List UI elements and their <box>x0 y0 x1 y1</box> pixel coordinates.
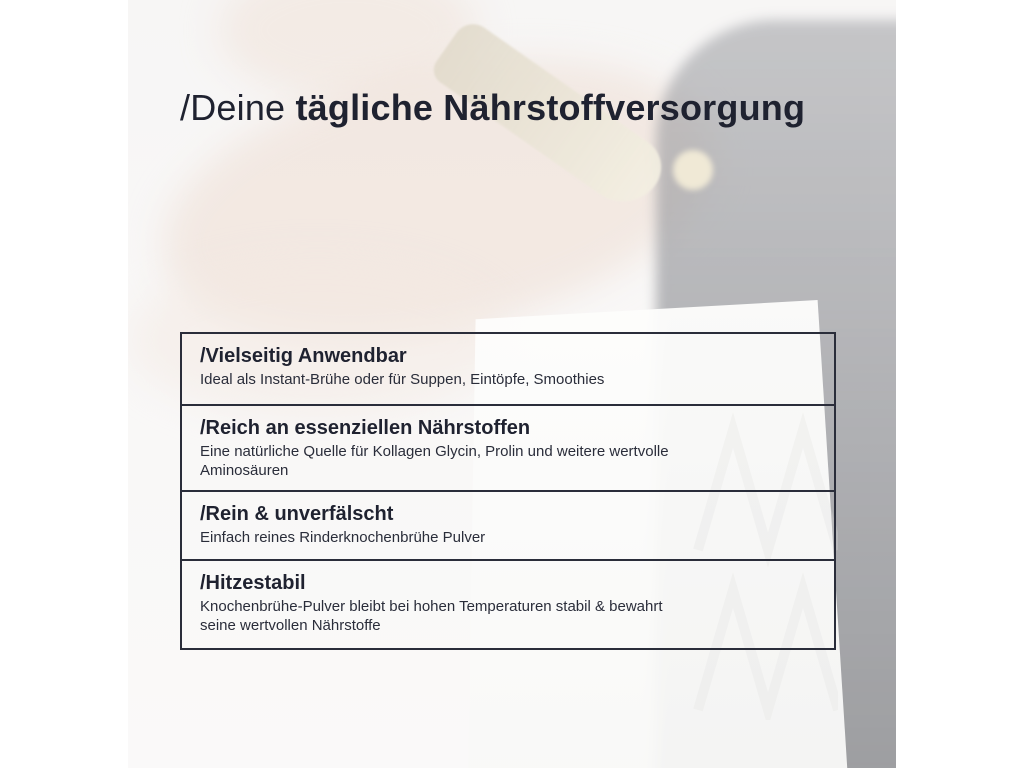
feature-description: Knochenbrühe-Pulver bleibt bei hohen Temperaturen stabil & bewahrt seine wertvollen Nährstoffe <box>200 598 663 634</box>
feature-description: Ideal als Instant-Brühe oder für Suppen, Eintöpfe, Smoothies <box>200 371 605 388</box>
page-title-prefix: /Deine <box>180 87 296 128</box>
feature-title: /Hitzestabil <box>200 572 306 594</box>
feature-description: Einfach reines Rinderknochenbrühe Pulver <box>200 529 486 546</box>
feature-title: /Rein & unverfälscht <box>200 503 394 525</box>
feature-title: /Vielseitig Anwendbar <box>200 345 407 367</box>
feature-table <box>180 332 836 650</box>
feature-description: Eine natürliche Quelle für Kollagen Glycin, Prolin und weitere wertvolle Aminosäuren <box>200 443 669 479</box>
feature-row <box>182 334 834 404</box>
feature-row <box>182 559 834 648</box>
feature-row <box>182 490 834 559</box>
page-title-emphasis: tägliche Nährstoffversorgung <box>295 87 806 128</box>
feature-row <box>182 404 834 490</box>
page-title <box>180 86 805 130</box>
feature-title: /Reich an essenziellen Nährstoffen <box>200 417 531 439</box>
